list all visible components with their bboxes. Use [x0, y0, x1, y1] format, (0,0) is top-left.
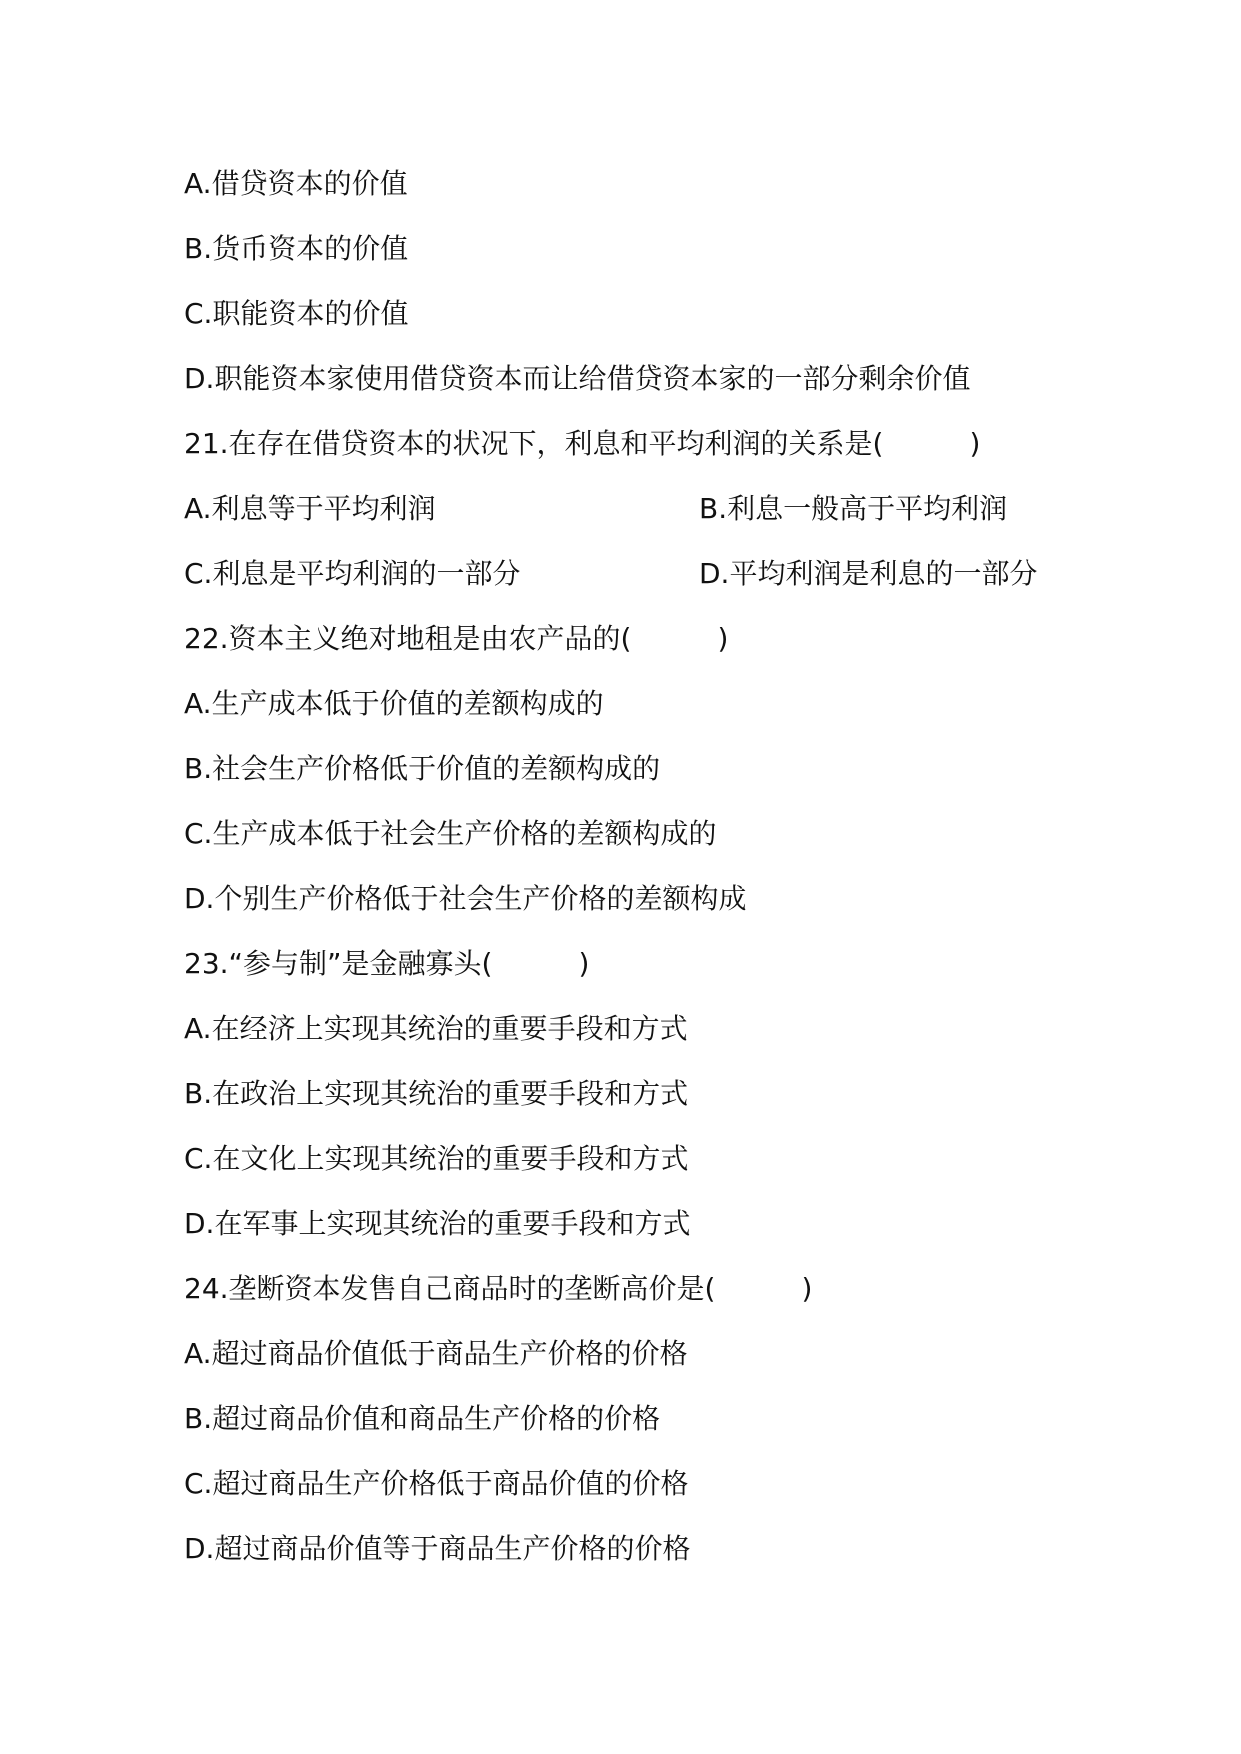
question-content [184, 164, 1084, 1594]
q22-stem-close: ) [717, 622, 729, 655]
q22-stem [184, 619, 1084, 684]
q24-option-c: C.超过商品生产价格低于商品价值的价格 [184, 1467, 689, 1500]
q21-option-d: D.平均利润是利息的一部分 [699, 557, 1038, 590]
q20-option-c: C.职能资本的价值 [184, 297, 409, 330]
q24-option-a: A.超过商品价值低于商品生产价格的价格 [184, 1337, 688, 1370]
q23-stem-close: ) [578, 947, 590, 980]
q24-option-b: B.超过商品价值和商品生产价格的价格 [184, 1402, 661, 1435]
q21-option-c: C.利息是平均利润的一部分 [184, 557, 521, 590]
q21-options-row-1 [184, 489, 1084, 554]
q21-stem [184, 424, 1084, 489]
q24-stem [184, 1269, 1084, 1334]
q23-stem-text: 23.“参与制”是金融寡头( [184, 947, 493, 980]
q22-option-c: C.生产成本低于社会生产价格的差额构成的 [184, 817, 717, 850]
q23-option-c: C.在文化上实现其统治的重要手段和方式 [184, 1142, 689, 1175]
q22-option-b: B.社会生产价格低于价值的差额构成的 [184, 752, 661, 785]
q23-option-a: A.在经济上实现其统治的重要手段和方式 [184, 1012, 688, 1045]
q21-options-row-2 [184, 554, 1084, 619]
q22-option-a: A.生产成本低于价值的差额构成的 [184, 687, 604, 720]
q21-stem-text: 21.在存在借贷资本的状况下，利息和平均利润的关系是( [184, 427, 884, 460]
q22-option-d: D.个别生产价格低于社会生产价格的差额构成 [184, 882, 747, 915]
q22-stem-text: 22.资本主义绝对地租是由农产品的( [184, 622, 632, 655]
q20-option-d: D.职能资本家使用借贷资本而让给借贷资本家的一部分剩余价值 [184, 362, 971, 395]
q21-option-b: B.利息一般高于平均利润 [699, 492, 1008, 525]
q20-option-a: A.借贷资本的价值 [184, 167, 408, 200]
q24-stem-text: 24.垄断资本发售自己商品时的垄断高价是( [184, 1272, 716, 1305]
q23-option-b: B.在政治上实现其统治的重要手段和方式 [184, 1077, 689, 1110]
q21-stem-close: ) [969, 427, 981, 460]
q20-option-b: B.货币资本的价值 [184, 232, 409, 265]
q21-option-a: A.利息等于平均利润 [184, 492, 436, 525]
q23-stem [184, 944, 1084, 1009]
q24-stem-close: ) [801, 1272, 813, 1305]
q23-option-d: D.在军事上实现其统治的重要手段和方式 [184, 1207, 691, 1240]
q24-option-d: D.超过商品价值等于商品生产价格的价格 [184, 1532, 691, 1565]
